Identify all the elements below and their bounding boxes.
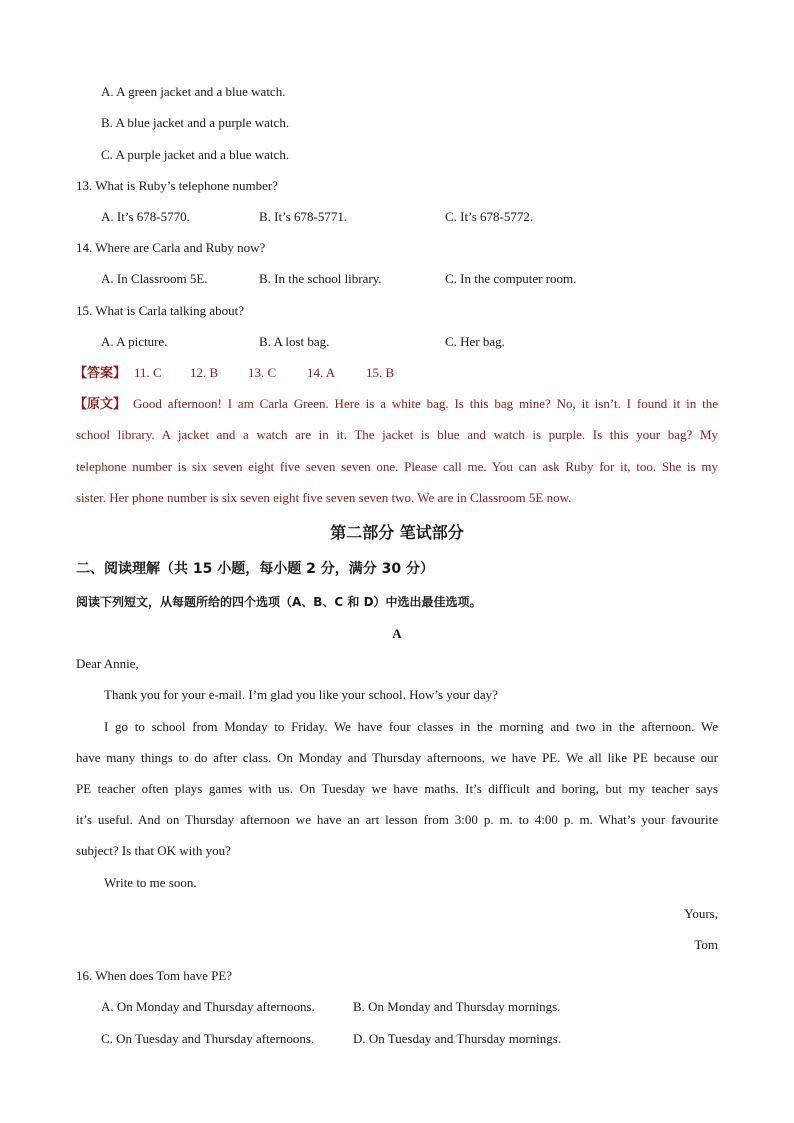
- letter-p2-line-3: PE teacher often plays games with us. On Tuesday we have maths. It’s difficult and boring, but my teacher says: [76, 781, 718, 796]
- section2-heading: 二、阅读理解（共 15 小题，每小题 2 分，满分 30 分）: [76, 561, 434, 577]
- answer-11: 11. C: [134, 365, 162, 380]
- answer-14: 14. A: [307, 365, 336, 380]
- answer-13: 13. C: [248, 365, 277, 380]
- transcript-line-3: telephone number is six seven eight five seven seven one. Please call me. You can ask Ruby for it, too. She is my: [76, 459, 718, 474]
- letter-p2-line-4: it’s useful. And on Thursday afternoon we have an art lesson from 3:00 p. m. to 4:00 p. m. What’s your favourite: [76, 812, 718, 827]
- answer-12: 12. B: [190, 365, 219, 380]
- letter-paragraph-1: Thank you for your e-mail. I’m glad you like your school. How’s your day?: [104, 687, 498, 702]
- q14-option-a: A. In Classroom 5E.: [101, 271, 208, 286]
- letter-paragraph-3: Write to me soon.: [104, 875, 197, 890]
- q16-option-d: D. On Tuesday and Thursday mornings.: [353, 1031, 562, 1046]
- q13-option-c: C. It’s 678-5772.: [445, 209, 534, 224]
- passage-label: A: [392, 626, 402, 641]
- instruction: 阅读下列短文，从每题所给的四个选项（A、B、C 和 D）中选出最佳选项。: [76, 595, 482, 609]
- letter-p2-line-2: have many things to do after class. On Monday and Thursday afternoons, we have PE. We all like PE because our: [76, 750, 718, 765]
- part2-title: 第二部分 笔试部分: [330, 523, 464, 542]
- transcript-line-4: sister. Her phone number is six seven eight five seven seven two. We are in Classroom 5E now.: [76, 490, 572, 505]
- q14-question: 14. Where are Carla and Ruby now?: [76, 240, 266, 255]
- transcript-label-row: [74, 396, 126, 413]
- q16-option-a: A. On Monday and Thursday afternoons.: [101, 999, 315, 1014]
- answer-row: [74, 365, 126, 382]
- q12-option-a: A. A green jacket and a blue watch.: [101, 84, 286, 99]
- q13-question: 13. What is Ruby’s telephone number?: [76, 178, 278, 193]
- letter-signature: Tom: [694, 937, 718, 952]
- q16-question: 16. When does Tom have PE?: [76, 968, 233, 983]
- q13-option-a: A. It’s 678-5770.: [101, 209, 190, 224]
- transcript-label: 【原文】: [74, 397, 127, 412]
- q14-option-c: C. In the computer room.: [445, 271, 577, 286]
- transcript-line-2: school library. A jacket and a watch are in it. The jacket is blue and watch is purple. Is this your bag? My: [76, 427, 718, 442]
- q12-option-c: C. A purple jacket and a blue watch.: [101, 147, 290, 162]
- q14-option-b: B. In the school library.: [259, 271, 382, 286]
- letter-greeting: Dear Annie,: [76, 656, 139, 671]
- q16-option-b: B. On Monday and Thursday mornings.: [353, 999, 561, 1014]
- q15-option-c: C. Her bag.: [445, 334, 505, 349]
- q15-question: 15. What is Carla talking about?: [76, 303, 244, 318]
- transcript-line-1: Good afternoon! I am Carla Green. Here is a white bag. Is this bag mine? No, it isn’t. I found it in the: [133, 396, 718, 411]
- answer-15: 15. B: [366, 365, 395, 380]
- q15-option-a: A. A picture.: [101, 334, 168, 349]
- letter-p2-line-1: I go to school from Monday to Friday. We have four classes in the morning and two in the afternoon. We: [104, 719, 718, 734]
- q12-option-b: B. A blue jacket and a purple watch.: [101, 115, 290, 130]
- q15-option-b: B. A lost bag.: [259, 334, 330, 349]
- q13-option-b: B. It’s 678-5771.: [259, 209, 348, 224]
- q16-option-c: C. On Tuesday and Thursday afternoons.: [101, 1031, 315, 1046]
- letter-closing: Yours,: [684, 906, 718, 921]
- answer-label: 【答案】: [74, 366, 127, 381]
- letter-p2-line-5: subject? Is that OK with you?: [76, 843, 231, 858]
